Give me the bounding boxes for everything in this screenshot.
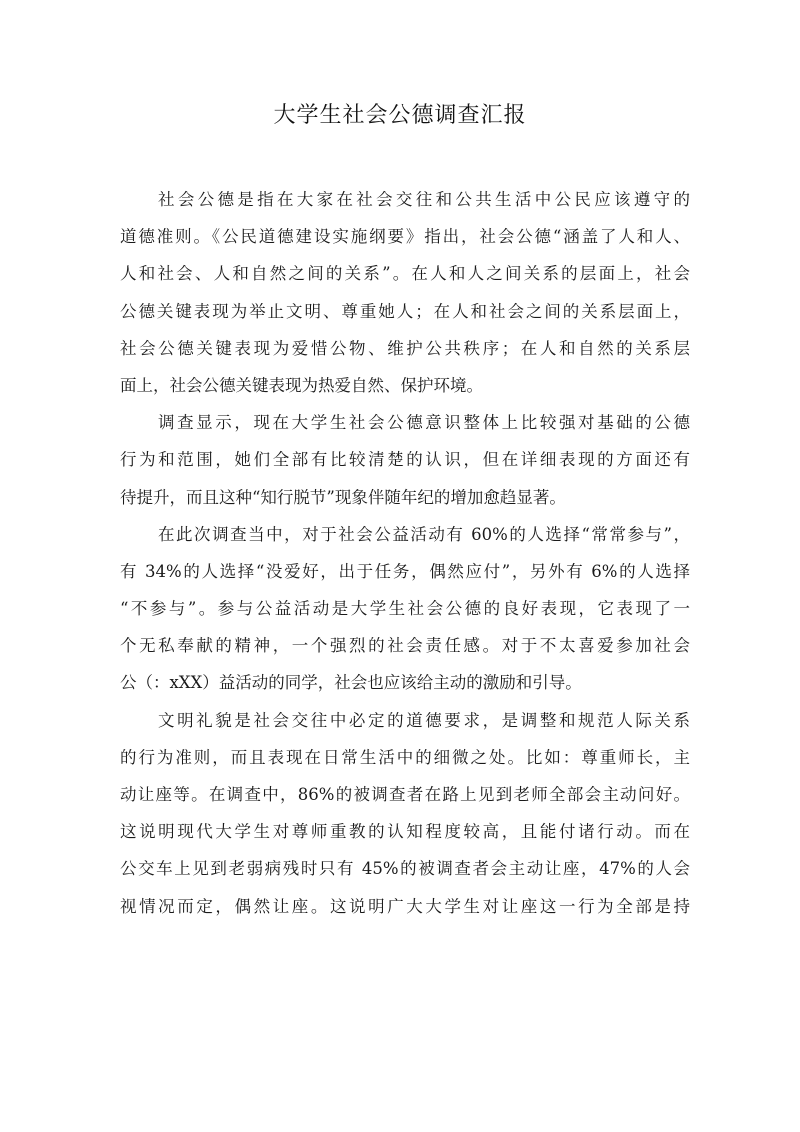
text-line: 社会公德是指在大家在社会交往和公共生活中公民应该遵守的	[158, 190, 690, 209]
text-line: 社会公德关键表现为爱惜公物、维护公共秩序；在人和自然的关系层	[120, 338, 690, 358]
text-line: 的行为准则，而且表现在日常生活中的细微之处。比如：尊重师长，主	[120, 747, 690, 767]
text-line: 公德关键表现为举止文明、尊重她人；在人和社会之间的关系层面上，	[120, 301, 690, 321]
text-line: 面上，社会公德关键表现为热爱自然、保护环境。	[120, 375, 483, 395]
text-line: 调查显示，现在大学生社会公德意识整体上比较强对基础的公德	[158, 413, 690, 433]
text-line: 有 34%的人选择“没爱好，出于任务，偶然应付”，另外有 6%的人选择	[120, 561, 690, 581]
text-line: 道德准则。《公民道德建设实施纲要》指出，社会公德“涵盖了人和人、	[120, 227, 690, 247]
text-line: 文明礼貌是社会交往中必定的道德要求，是调整和规范人际关系	[158, 710, 690, 730]
text-line: “不参与”。参与公益活动是大学生社会公德的良好表现，它表现了一	[120, 599, 690, 619]
document-title: 大学生社会公德调查汇报	[273, 103, 527, 128]
text-line: 在此次调查当中，对于社会公益活动有 60%的人选择“常常参与”，	[158, 524, 690, 544]
text-line: 待提升，而且这种“知行脱节”现象伴随年纪的增加愈趋显著。	[120, 487, 566, 507]
text-line: 个无私奉献的精神，一个强烈的社会责任感。对于不太喜爱参加社会	[120, 636, 690, 656]
text-line: 公交车上见到老弱病残时只有 45%的被调查者会主动让座，47%的人会	[120, 859, 690, 879]
text-line: 这说明现代大学生对尊师重教的认知程度较高，且能付诸行动。而在	[120, 822, 690, 842]
document-body	[120, 181, 690, 925]
text-line: 行为和范围，她们全部有比较清楚的认识，但在详细表现的方面还有	[120, 450, 690, 470]
text-line: 公（：xXX）益活动的同学，社会也应该给主动的激励和引导。	[120, 673, 582, 693]
text-line: 人和社会、人和自然之间的关系”。在人和人之间关系的层面上，社会	[120, 264, 690, 284]
text-line: 动让座等。在调查中，86%的被调查者在路上见到老师全部会主动问好。	[120, 785, 690, 804]
text-line: 视情况而定，偶然让座。这说明广大大学生对让座这一行为全部是持	[120, 896, 690, 916]
